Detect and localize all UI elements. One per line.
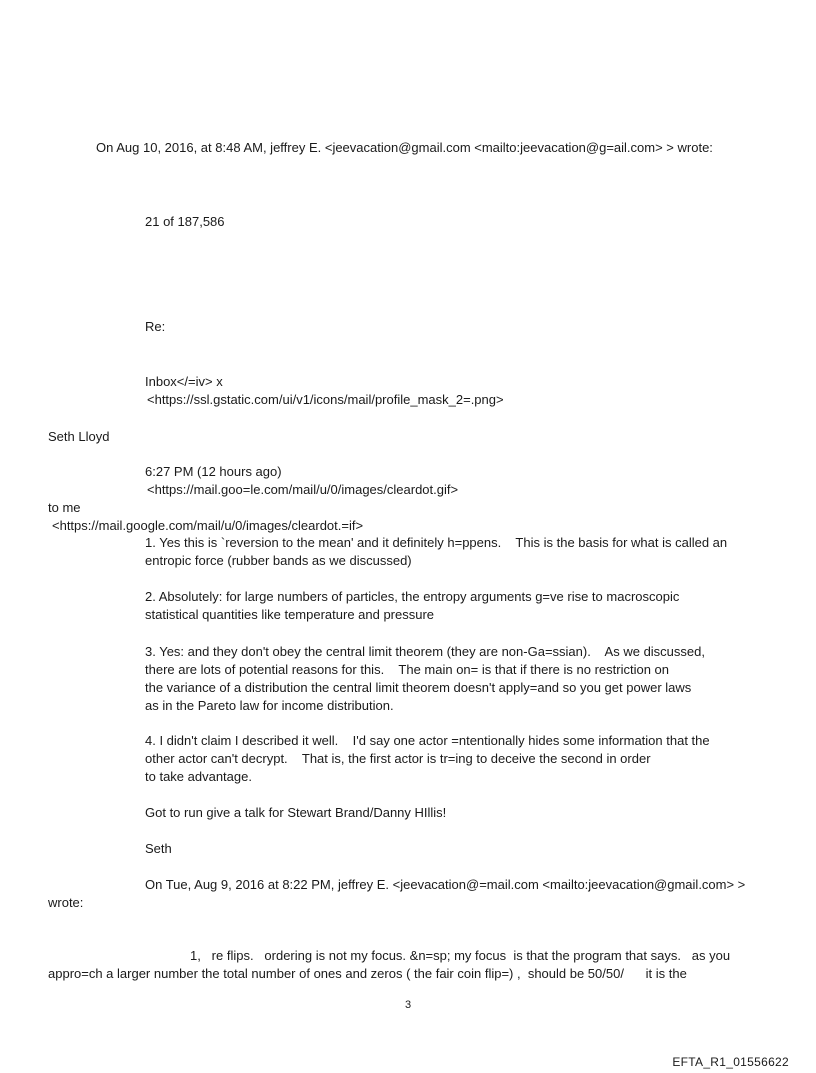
cleardot-link-2: <https://mail.google.com/mail/u/0/images/cleardot.=if> xyxy=(52,518,364,533)
paragraph-5: Got to run give a talk for Stewart Brand/Danny HIllis! xyxy=(145,805,447,820)
profile-image-link: <https://ssl.gstatic.com/ui/v1/icons/mail/profile_mask_2=.png> xyxy=(147,392,504,407)
paragraph-2-line-2: statistical quantities like temperature and pressure xyxy=(145,607,435,622)
paragraph-4-line-2: other actor can't decrypt. That is, the first actor is tr=ing to deceive the second in order xyxy=(145,751,651,766)
sent-time: 6:27 PM (12 hours ago) xyxy=(145,464,282,479)
quoted-email-header: On Tue, Aug 9, 2016 at 8:22 PM, jeffrey E. <jeevacation@=mail.com <mailto:jeevacation@gmail.com> > xyxy=(145,877,746,892)
paragraph-4-line-3: to take advantage. xyxy=(145,769,252,784)
quoted-line-1: 1, re flips. ordering is not my focus. &n=sp; my focus is that the program that says. as you xyxy=(190,948,731,963)
bates-number: EFTA_R1_01556622 xyxy=(672,1055,789,1069)
paragraph-1-line-1: 1. Yes this is `reversion to the mean' and it definitely h=ppens. This is the basis for what is called an xyxy=(145,535,728,550)
quoted-line-2: appro=ch a larger number the total number of ones and zeros ( the fair coin flip=) , should be 50/50/ it is the xyxy=(48,966,687,981)
paragraph-4-line-1: 4. I didn't claim I described it well. I'd say one actor =ntentionally hides some information that the xyxy=(145,733,710,748)
paragraph-3-line-4: as in the Pareto law for income distribution. xyxy=(145,698,394,713)
sender-name: Seth Lloyd xyxy=(48,429,110,444)
subject-line: Re: xyxy=(145,319,166,334)
recipient-label: to me xyxy=(48,500,81,515)
paragraph-3-line-1: 3. Yes: and they don't obey the central limit theorem (they are non-Ga=ssian). As we discussed, xyxy=(145,644,705,659)
paragraph-3-line-2: there are lots of potential reasons for this. The main on= is that if there is no restriction on xyxy=(145,662,670,677)
quoted-wrote: wrote: xyxy=(48,895,84,910)
email-header-line: On Aug 10, 2016, at 8:48 AM, jeffrey E. <jeevacation@gmail.com <mailto:jeevacation@g=ail.com> > wrote: xyxy=(96,140,713,155)
paragraph-2-line-1: 2. Absolutely: for large numbers of particles, the entropy arguments g=ve rise to macroscopic xyxy=(145,589,680,604)
cleardot-link: <https://mail.goo=le.com/mail/u/0/images/cleardot.gif> xyxy=(147,482,459,497)
paragraph-1-line-2: entropic force (rubber bands as we discussed) xyxy=(145,553,412,568)
page-number: 3 xyxy=(404,999,412,1011)
message-count: 21 of 187,586 xyxy=(145,214,225,229)
paragraph-3-line-3: the variance of a distribution the central limit theorem doesn't apply=and so you get power laws xyxy=(145,680,692,695)
inbox-label: Inbox</=iv> x xyxy=(145,374,223,389)
signature: Seth xyxy=(145,841,172,856)
